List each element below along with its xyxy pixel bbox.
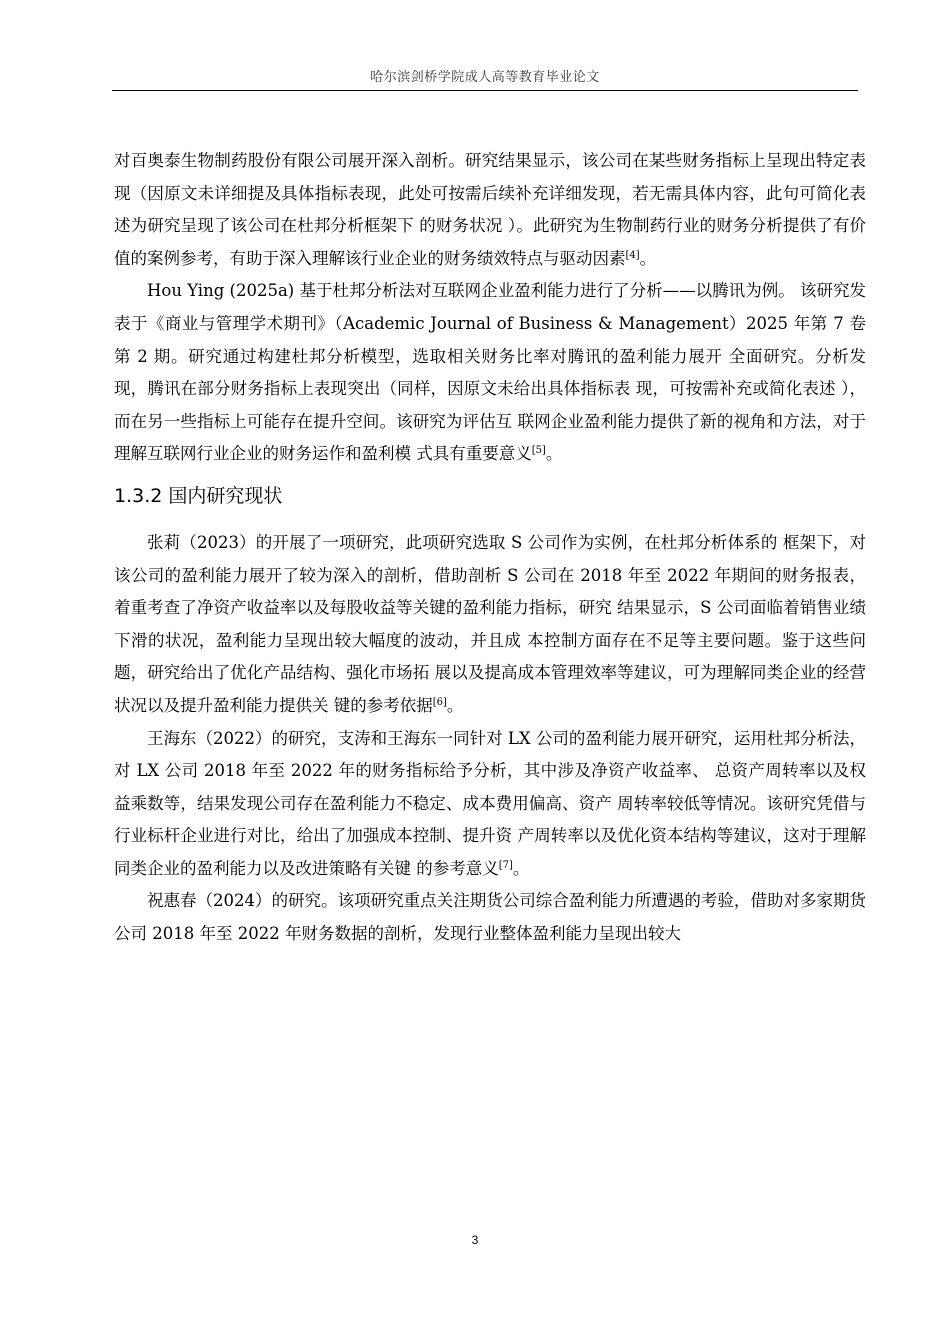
paragraph-text: 王海东（2022）的研究，支涛和王海东一同针对 LX 公司的盈利能力展开研究，运用杜邦分析法，对 LX 公司 2018 年至 2022 年的财务指标给予分析，其中涉及净资产收益率、 总资产周转率以及权益乘数等，结果发现公司存在盈利能力不稳定、成本费用偏高、资产 周转率较低等情况。该研究凭借与行业标杆企业进行对比，给出了加强成本控制、提升资 产周转率以及优化资本结构等建议，这对于理解同类企业的盈利能力以及改进策略有关键 的参考意义: [114, 728, 866, 878]
page-header-title: 哈尔滨剑桥学院成人高等教育毕业论文: [370, 70, 600, 85]
paragraph-text: 对百奥泰生物制药股份有限公司展开深入剖析。研究结果显示，该公司在某些财务指标上呈现出特定表现（因原文未详细提及具体指标表现，此处可按需后续补充详细发现，若无需具体内容，此句可简化表述为研究呈现了该公司在杜邦分析框架下 的财务状况 ）。此研究为生物制药行业的财务分析提供了有价值的案例参考，有助于深入理解该行业企业的财务绩效特点与驱动因素: [114, 151, 866, 268]
paragraph-hou-ying: [114, 275, 866, 471]
paragraph-tail: 。: [446, 695, 464, 715]
document-body: [114, 145, 866, 951]
header-divider: [112, 90, 858, 91]
citation-ref: [5]: [531, 445, 546, 457]
paragraph-tail: 。: [639, 248, 657, 268]
section-heading: 1.3.2 国内研究现状: [114, 484, 283, 507]
paragraph-zhang-li: [114, 527, 866, 723]
paragraph-tail: 。: [512, 858, 530, 878]
paragraph-wang-haidong: [114, 723, 866, 886]
paragraph-tail: 。: [545, 444, 563, 464]
paragraph-text: 张莉（2023）的开展了一项研究，此项研究选取 S 公司作为实例，在杜邦分析体系的 框架下，对该公司的盈利能力展开了较为深入的剖析，借助剖析 S 公司在 2018 年至 2022 年期间的财务报表，着重考查了净资产收益率以及每股收益等关键的盈利能力指标，研究 结果显示，S 公司面临着销售业绩下滑的状况，盈利能力呈现出较大幅度的波动，并且成 本控制方面存在不足等主要问题。鉴于这些问题，研究给出了优化产品结构、强化市场拓 展以及提高成本管理效率等建议，可为理解同类企业的经营状况以及提升盈利能力提供关 键的参考依据: [114, 532, 866, 715]
page-number: 3: [471, 1233, 479, 1247]
paragraph-baiaotai: [114, 145, 866, 275]
paragraph-zhu-huichun: [114, 885, 866, 950]
citation-ref: [4]: [625, 249, 640, 261]
paragraph-text: 祝惠春（2024）的研究。该项研究重点关注期货公司综合盈利能力所遭遇的考验，借助对多家期货公司 2018 年至 2022 年财务数据的剖析，发现行业整体盈利能力呈现出较大: [114, 891, 866, 944]
paragraph-text: Hou Ying (2025a) 基于杜邦分析法对互联网企业盈利能力进行了分析——以腾讯为例。 该研究发表于《商业与管理学术期刊》（Academic Journal of Business & Management）2025 年第 7 卷第 2 期。研究通过构建杜邦分析模型，选取相关财务比率对腾讯的盈利能力展开 全面研究。分析发现，腾讯在部分财务指标上表现突出（同样，因原文未给出具体指标表 现，可按需补充或简化表述 ），而在另一些指标上可能存在提升空间。该研究为评估互 联网企业盈利能力提供了新的视角和方法，对于理解互联网行业企业的财务运作和盈利模 式具有重要意义: [114, 281, 866, 464]
citation-ref: [7]: [498, 859, 513, 871]
citation-ref: [6]: [432, 696, 447, 708]
